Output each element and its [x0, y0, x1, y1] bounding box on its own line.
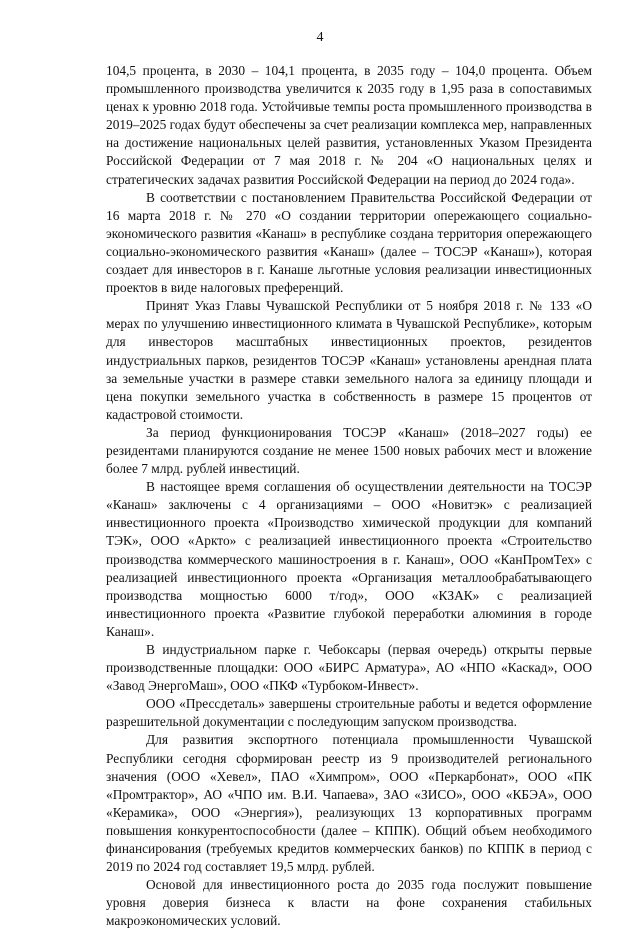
paragraph-investment-growth: Основой для инвестиционного роста до 2035 года послужит повышение уровня доверия бизнеса к власти на фоне сохранения стабильных макроэкономических условий.	[106, 877, 592, 929]
paragraph-tosep-kanash: В соответствии с постановлением Правительства Российской Федерации от 16 марта 2018 г. № 270 «О создании территории опережающего социально-экономического развития «Канаш» в республике создана территория опережающего социально-экономического развития «Канаш» (далее – ТОСЭР «Канаш»), которая создает для инвесторов в г. Канаше льготные условия реализации инвестиционных проектов в виде налоговых преференций.	[106, 189, 592, 296]
paragraph-continuation: 104,5 процента, в 2030 – 104,1 процента, в 2035 году – 104,0 процента. Объем промышленного производства увеличится к 2035 году в 1,95 раза в сопоставимых ценах к уровню 2018 года. Устойчивые темпы роста промышленного производства в 2019–2025 годах будут обеспечены за счет реализации комплекса мер, направленных на достижение национальных целей развития, установленных Указом Президента Российской Федерации от 7 мая 2018 г. № 204 «О национальных целях и стратегических задачах развития Российской Федерации на период до 2024 года».	[106, 63, 592, 187]
paragraph-decree-133: Принят Указ Главы Чувашской Республики от 5 ноября 2018 г. № 133 «О мерах по улучшению инвестиционного климата в Чувашской Республике», которым для инвесторов масштабных инвестиционных проектов, резидентов индустриальных парков, резидентов ТОСЭР «Канаш» установлены арендная плата за земельные участки в размере ставки земельного налога за единицу площади и цена покупки земельного участка в собственность в размере 15 процентов от кадастровой стоимости.	[106, 298, 592, 422]
paragraph-tosep-agreements: В настоящее время соглашения об осуществлении деятельности на ТОСЭР «Канаш» заключены с 4 организациями – ООО «Новитэк» с реализацией инвестиционного проекта «Производство химической продукции для компаний ТЭК», ООО «Аркто» с реализацией инвестиционного проекта «Строительство производства коммерческого машиностроения в г. Канаш», ООО «КанПромТех» с реализацией инвестиционного проекта «Организация металлообрабатывающего производства мощностью 6000 т/год», ООО «КЗАК» с реализацией инвестиционного проекта «Развитие глубокой переработки алюминия в городе Канаш».	[106, 479, 592, 639]
paragraph-pressdetal: ООО «Прессдеталь» завершены строительные работы и ведется оформление разрешительной документации с последующим запуском производства.	[106, 696, 592, 730]
paragraph-tosep-period: За период функционирования ТОСЭР «Канаш» (2018–2027 годы) ее резидентами планируются создание не менее 1500 новых рабочих мест и вложение более 7 млрд. рублей инвестиций.	[106, 424, 592, 477]
page-number: 4	[316, 30, 324, 45]
document-body	[106, 62, 592, 931]
paragraph-export-potential: Для развития экспортного потенциала промышленности Чувашской Республики сегодня сформирован реестр из 9 производителей регионального значения (ООО «Хевел», ПАО «Химпром», ООО «Перкарбонат», ООО «ПК «Промтрактор», АО «ЧПО им. В.И. Чапаева», ЗАО «ЗИСО», ООО «КБЭА», ООО «Керамика», ООО «Энергия»), реализующих 13 корпоративных программ повышения конкурентоспособности (далее – КППК). Общий объем необходимого финансирования (требуемых кредитов коммерческих банков) по КППК в период с 2019 по 2024 год составляет 19,5 млрд. рублей.	[106, 732, 592, 875]
paragraph-industrial-park: В индустриальном парке г. Чебоксары (первая очередь) открыты первые производственные площадки: ООО «БИРС Арматура», АО «НПО «Каскад», ООО «Завод ЭнергоМаш», ООО «ПКФ «Турбоком-Инвест».	[106, 642, 592, 694]
